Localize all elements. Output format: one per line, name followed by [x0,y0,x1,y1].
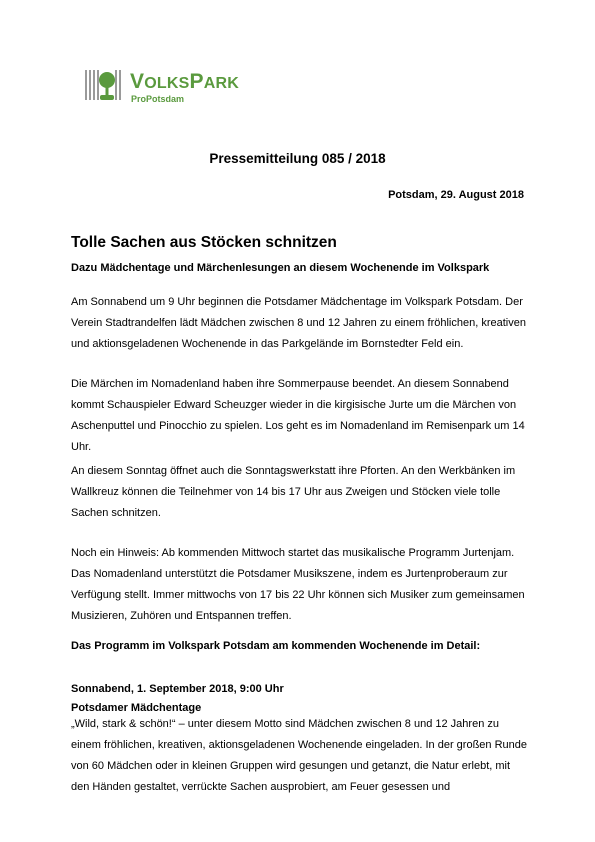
article-headline: Tolle Sachen aus Stöcken schnitzen [71,234,337,251]
article-subheadline: Dazu Mädchentage und Märchenlesungen an diesem Wochenende im Volkspark [71,262,490,274]
paragraph-sonntagswerkstatt: An diesem Sonntag öffnet auch die Sonntagswerkstatt ihre Pforten. An den Werkbänken im Wallkreuz können die Teilnehmer von 14 bis 17 Uhr aus Zweigen und Stöcken viele tolle Sachen schnitzen. [71,465,516,519]
logo-letter-v: V [130,70,145,93]
logo-letter-p: P [189,70,204,93]
logo-wordmark [130,70,239,94]
logo-subtitle: ProPotsdam [131,94,185,104]
dateline: Potsdam, 29. August 2018 [388,189,524,201]
park-emblem-icon [84,68,128,108]
volkspark-logo [84,68,254,108]
logo-letters-olks: OLKS [144,75,190,92]
press-release-title: Pressemitteilung 085 / 2018 [209,151,386,166]
paragraph-maerchen: Die Märchen im Nomadenland haben ihre Sommerpause beendet. An diesem Sonnabend kommt Schauspieler Edward Scheuzger wieder in die kirgisische Jurte um die Märchen von Aschenputtel und Pinocchio zu spielen. Los geht es im Nomadenland im Remisenpark um 14 Uhr. [71,378,525,453]
event-date: Sonnabend, 1. September 2018, 9:00 Uhr [71,683,284,695]
program-heading: Das Programm im Volkspark Potsdam am kommenden Wochenende im Detail: [71,640,481,652]
paragraph-jurtenjam: Noch ein Hinweis: Ab kommenden Mittwoch startet das musikalische Programm Jurtenjam. Das Nomadenland unterstützt die Potsdamer Musikszene, indem es Jurtenproberaum zur Verfügung stellt. Immer mittwochs von 17 bis 22 Uhr können sich Musiker zum gemeinsamen Musizieren, Zuhören und Entspannen treffen. [71,547,525,622]
logo-letters-ark: ARK [203,75,239,92]
paragraph-maedchentage: Am Sonnabend um 9 Uhr beginnen die Potsdamer Mädchentage im Volkspark Potsdam. Der Verein Stadtrandelfen lädt Mädchen zwischen 8 und 12 Jahren zu einem fröhlichen, kreativen und aktionsgeladenen Wochenende in das Parkgelände im Bornstedter Feld ein. [71,296,526,350]
event-title: Potsdamer Mädchentage [71,702,202,714]
event-description: „Wild, stark & schön!“ – unter diesem Motto sind Mädchen zwischen 8 und 12 Jahren zu einem fröhlichen, kreativen, aktionsgeladenen Wochenende eingeladen. In der großen Runde von 60 Mädchen oder in kleinen Gruppen wird gesungen und getanzt, die Natur erlebt, mit den Händen gestaltet, verrückte Sachen ausprobiert, am Feuer gesessen und [71,718,527,793]
